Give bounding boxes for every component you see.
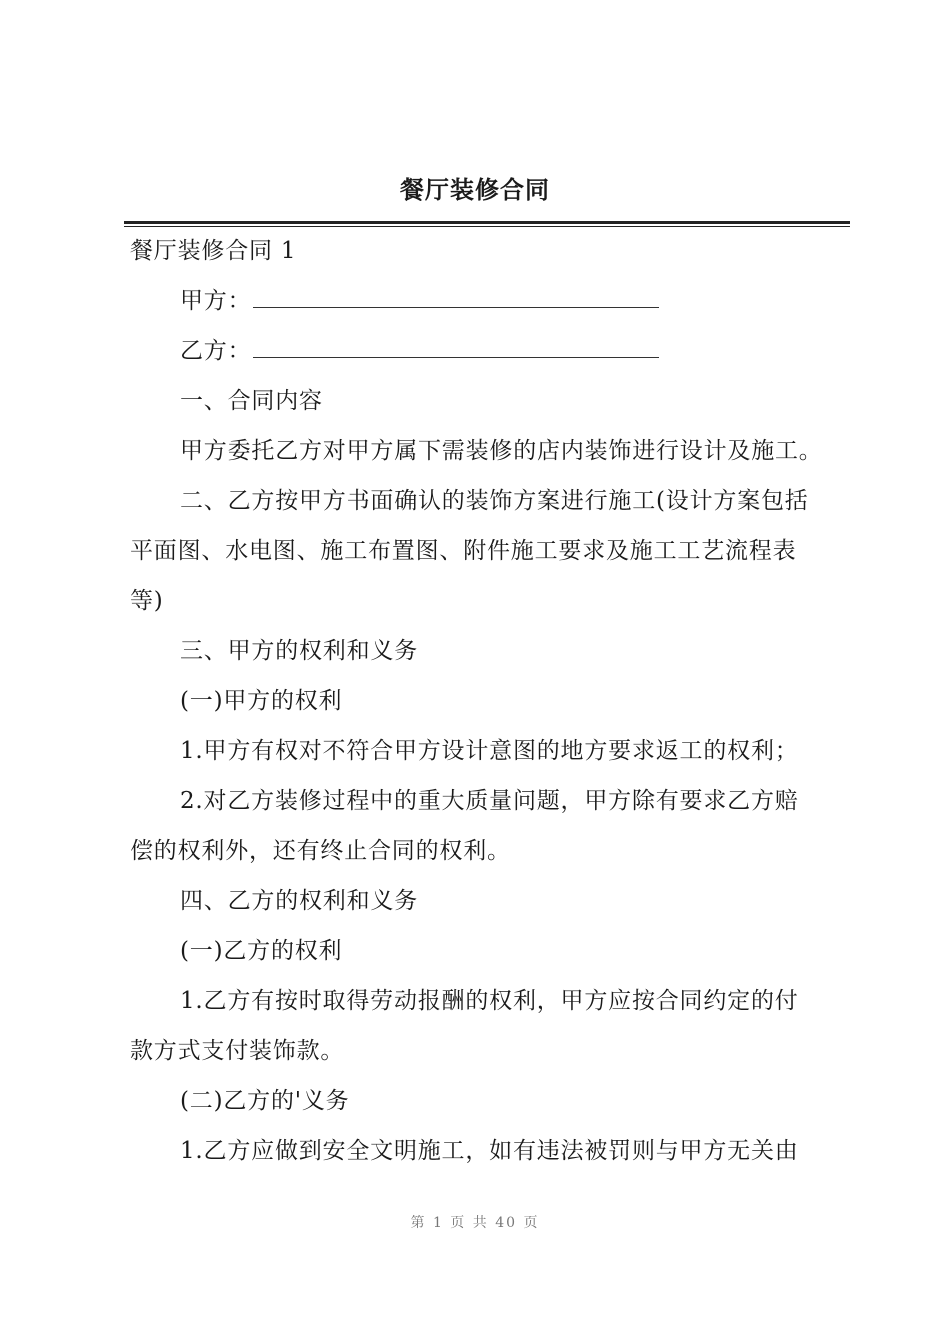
list-item: 1.乙方有按时取得劳动报酬的权利，甲方应按合同约定的付 [180, 988, 799, 1014]
sub-heading: (二)乙方的'义务 [180, 1088, 350, 1114]
clause-heading: 一、合同内容 [180, 388, 323, 414]
sub-heading: (一)乙方的权利 [180, 938, 343, 964]
clause-heading: 三、甲方的权利和义务 [180, 638, 418, 664]
title-rule-thick [124, 221, 850, 224]
party-a-line [180, 276, 910, 326]
list-item: 1.甲方有权对不符合甲方设计意图的地方要求返工的权利； [180, 738, 799, 764]
document-title: 餐厅装修合同 [400, 176, 550, 204]
sub-heading: (一)甲方的权利 [180, 688, 343, 714]
section-heading: 餐厅装修合同 1 [130, 238, 297, 264]
party-a-label: 甲方： [180, 288, 252, 314]
paragraph-line: 等) [130, 588, 164, 614]
paragraph-line: 平面图、水电图、施工布置图、附件施工要求及施工工艺流程表 [130, 538, 797, 564]
clause-heading: 四、乙方的权利和义务 [180, 888, 418, 914]
paragraph-line: 偿的权利外，还有终止合同的权利。 [130, 838, 511, 864]
paragraph-line: 二、乙方按甲方书面确认的装饰方案进行施工(设计方案包括 [180, 488, 809, 514]
list-item: 2.对乙方装修过程中的重大质量问题，甲方除有要求乙方赔 [180, 788, 799, 814]
paragraph-line: 款方式支付装饰款。 [130, 1038, 345, 1064]
page-number-footer: 第 1 页 共 40 页 [410, 1215, 540, 1231]
party-a-blank [253, 283, 659, 308]
party-b-label: 乙方： [180, 338, 252, 364]
party-b-line [180, 326, 910, 376]
party-b-blank [253, 333, 659, 358]
list-item: 1.乙方应做到安全文明施工，如有违法被罚则与甲方无关由 [180, 1138, 799, 1164]
paragraph-line: 甲方委托乙方对甲方属下需装修的店内装饰进行设计及施工。 [180, 438, 823, 464]
